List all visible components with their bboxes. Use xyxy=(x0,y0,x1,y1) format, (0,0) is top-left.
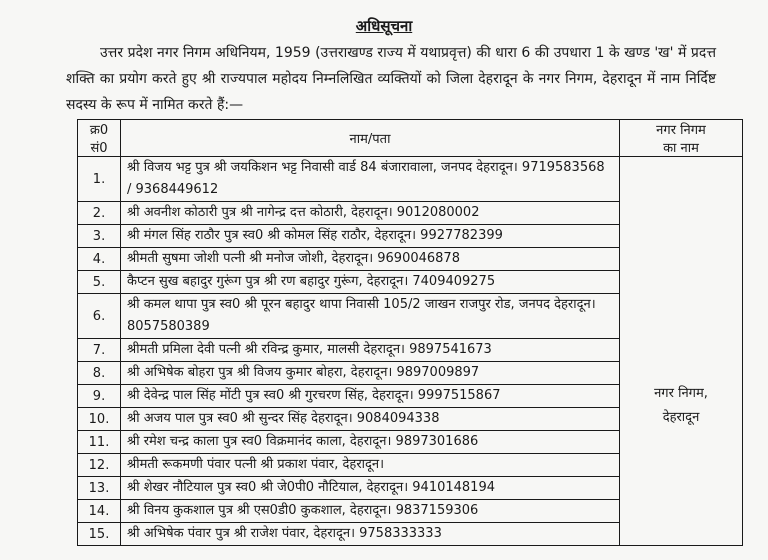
member-name-address: श्रीमती प्रमिला देवी पत्नी श्री रविन्द्र कुमार, मालसी देहरादून। 9897541673 xyxy=(121,339,620,362)
header-nagar-nigam xyxy=(620,120,743,157)
serial-number: 10. xyxy=(78,408,121,431)
member-name-address: श्री अवनीश कोठारी पुत्र श्री नागेन्द्र दत्त कोठारी, देहरादून। 9012080002 xyxy=(121,202,620,225)
serial-number: 3. xyxy=(78,225,121,248)
member-name-address: श्रीमती रूकमणी पंवार पत्नी श्री प्रकाश पंवार, देहरादून। xyxy=(121,454,620,477)
serial-number: 15. xyxy=(78,523,121,546)
nagar-nigam-cell xyxy=(620,157,743,546)
table-header-row xyxy=(78,120,743,157)
table-body xyxy=(78,157,743,546)
table-row xyxy=(78,157,743,202)
document-title: अधिसूचना xyxy=(355,17,413,35)
intro-text: उत्तर प्रदेश नगर निगम अधिनियम, 1959 (उत्तराखण्ड राज्य में यथाप्रवृत्त) की धारा 6 की उपधारा 1 के खण्ड 'ख' में प्रदत्त शक्ति का प्रयोग करते हुए श्री राज्यपाल महोदय निम्नलिखित व्यक्तियों को जिला देहरादून के नगर निगम, देहरादून में नाम निर्दिष्ट सदस्य के रूप में नामित करते हैं:— xyxy=(66,45,716,113)
header-nn-line1: नगर निगम xyxy=(656,123,706,138)
intro-paragraph xyxy=(66,40,716,118)
member-name-address: श्री रमेश चन्द्र काला पुत्र स्व0 विक्रमानंद काला, देहरादून। 9897301686 xyxy=(121,431,620,454)
header-serial-line2: सं0 xyxy=(90,141,108,156)
serial-number: 2. xyxy=(78,202,121,225)
nominees-table xyxy=(77,119,743,546)
member-name-address: श्री अभिषेक पंवार पुत्र श्री राजेश पंवार, देहरादून। 9758333333 xyxy=(121,523,620,546)
member-name-address: श्री अभिषेक बोहरा पुत्र श्री विजय कुमार बोहरा, देहरादून। 9897009897 xyxy=(121,362,620,385)
serial-number: 8. xyxy=(78,362,121,385)
member-name-address: श्री मंगल सिंह राठौर पुत्र स्व0 श्री कोमल सिंह राठौर, देहरादून। 9927782399 xyxy=(121,225,620,248)
serial-number: 9. xyxy=(78,385,121,408)
member-name-address: श्री विजय भट्ट पुत्र श्री जयकिशन भट्ट निवासी वार्ड 84 बंजारावाला, जनपद देहरादून। 9719583568 / 9368449612 xyxy=(121,157,620,202)
serial-number: 11. xyxy=(78,431,121,454)
serial-number: 13. xyxy=(78,477,121,500)
serial-number: 4. xyxy=(78,248,121,271)
serial-number: 5. xyxy=(78,271,121,294)
header-serial xyxy=(78,120,121,157)
serial-number: 7. xyxy=(78,339,121,362)
member-name-address: श्री अजय पाल पुत्र स्व0 श्री सुन्दर सिंह देहरादून। 9084094338 xyxy=(121,408,620,431)
member-name-address: श्रीमती सुषमा जोशी पत्नी श्री मनोज जोशी, देहरादून। 9690046878 xyxy=(121,248,620,271)
member-name-address: श्री कमल थापा पुत्र स्व0 श्री पूरन बहादुर थापा निवासी 105/2 जाखन राजपुर रोड, जनपद देहरादून। 8057580389 xyxy=(121,294,620,339)
member-name-address: श्री शेखर नौटियाल पुत्र स्व0 श्री जे0पी0 नौटियाल, देहरादून। 9410148194 xyxy=(121,477,620,500)
nagar-nigam-line2: देहरादून xyxy=(662,410,700,425)
serial-number: 14. xyxy=(78,500,121,523)
header-name: नाम/पता xyxy=(121,120,620,157)
member-name-address: श्री देवेन्द्र पाल सिंह मोंटी पुत्र स्व0 श्री गुरचरण सिंह, देहरादून। 9997515867 xyxy=(121,385,620,408)
nagar-nigam-line1: नगर निगम, xyxy=(654,386,708,401)
member-name-address: श्री विनय कुकशाल पुत्र श्री एस0डी0 कुकशाल, देहरादून। 9837159306 xyxy=(121,500,620,523)
serial-number: 12. xyxy=(78,454,121,477)
header-serial-line1: क्र0 xyxy=(89,123,109,138)
serial-number: 1. xyxy=(78,157,121,202)
member-name-address: कैप्टन सुख बहादुर गुरूंग पुत्र श्री रण बहादुर गुरूंग, देहरादून। 7409409275 xyxy=(121,271,620,294)
serial-number: 6. xyxy=(78,294,121,339)
header-nn-line2: का नाम xyxy=(663,141,699,156)
